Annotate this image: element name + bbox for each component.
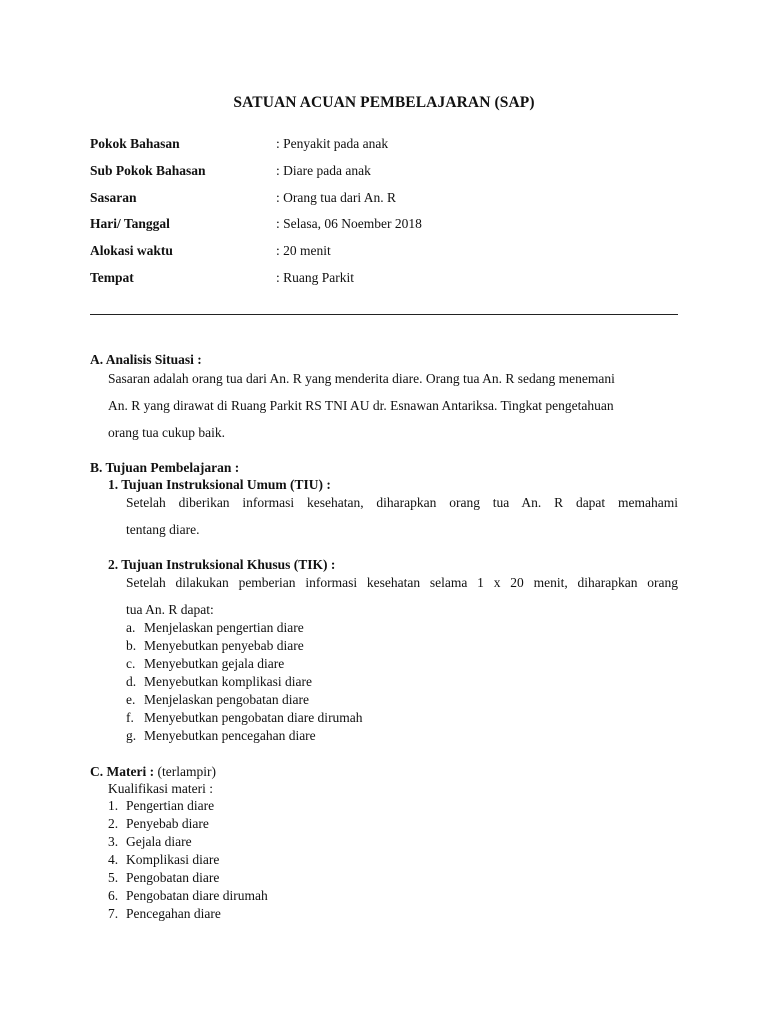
tik-line: tua An. R dapat: — [126, 602, 214, 617]
document-title: SATUAN ACUAN PEMBELAJARAN (SAP) — [233, 94, 535, 111]
list-item — [108, 869, 219, 887]
list-marker: c. — [126, 656, 136, 671]
list-marker: a. — [126, 620, 136, 635]
list-item — [126, 673, 312, 691]
info-value: : Penyakit pada anak — [276, 136, 389, 151]
info-value: : Selasa, 06 Noember 2018 — [276, 216, 422, 231]
tiu-line: Setelah diberikan informasi kesehatan, diharapkan orang tua An. R dapat memahami — [126, 495, 678, 510]
horizontal-divider — [90, 314, 678, 315]
list-item — [108, 851, 219, 869]
list-marker: 3. — [108, 834, 119, 849]
section-a-heading: A. Analisis Situasi : — [90, 352, 202, 367]
list-item — [108, 833, 192, 851]
info-value: : Ruang Parkit — [276, 270, 354, 285]
list-text: Pengertian diare — [126, 798, 215, 813]
section-a-line: orang tua cukup baik. — [108, 425, 225, 440]
info-label: Tempat — [90, 270, 134, 285]
list-text: Komplikasi diare — [126, 852, 220, 867]
section-c-heading: C. Materi : — [90, 764, 155, 779]
list-marker: d. — [126, 674, 137, 689]
list-marker: b. — [126, 638, 137, 653]
tik-heading: 2. Tujuan Instruksional Khusus (TIK) : — [108, 557, 336, 572]
list-item — [108, 905, 221, 923]
info-label: Sub Pokok Bahasan — [90, 163, 206, 178]
list-text: Pencegahan diare — [126, 906, 221, 921]
list-marker: 4. — [108, 852, 119, 867]
list-marker: 2. — [108, 816, 119, 831]
list-text: Menyebutkan pencegahan diare — [144, 728, 316, 743]
list-marker: 5. — [108, 870, 119, 885]
list-marker: 1. — [108, 798, 119, 813]
section-c-heading-row — [90, 763, 216, 781]
list-text: Pengobatan diare — [126, 870, 220, 885]
section-c-subheading: Kualifikasi materi : — [108, 781, 213, 796]
list-marker: e. — [126, 692, 136, 707]
info-label: Sasaran — [90, 190, 137, 205]
tiu-heading: 1. Tujuan Instruksional Umum (TIU) : — [108, 477, 331, 492]
list-text: Menyebutkan penyebab diare — [144, 638, 304, 653]
list-text: Menjelaskan pengobatan diare — [144, 692, 309, 707]
section-c-note: (terlampir) — [154, 764, 216, 779]
section-b-heading: B. Tujuan Pembelajaran : — [90, 460, 240, 475]
list-marker: f. — [126, 710, 134, 725]
list-marker: g. — [126, 728, 137, 743]
info-value: : 20 menit — [276, 243, 331, 258]
list-text: Gejala diare — [126, 834, 192, 849]
list-item — [126, 709, 363, 727]
tiu-line: tentang diare. — [126, 522, 200, 537]
info-value: : Diare pada anak — [276, 163, 371, 178]
list-item — [126, 655, 284, 673]
list-text: Menjelaskan pengertian diare — [144, 620, 304, 635]
list-item — [108, 815, 209, 833]
list-item — [126, 727, 316, 745]
list-marker: 7. — [108, 906, 119, 921]
info-label: Hari/ Tanggal — [90, 216, 170, 231]
list-marker: 6. — [108, 888, 119, 903]
list-text: Menyebutkan pengobatan diare dirumah — [144, 710, 363, 725]
list-item — [108, 797, 214, 815]
section-a-line: Sasaran adalah orang tua dari An. R yang menderita diare. Orang tua An. R sedang menemani — [108, 371, 615, 386]
list-item — [126, 637, 304, 655]
list-text: Menyebutkan komplikasi diare — [144, 674, 312, 689]
list-text: Pengobatan diare dirumah — [126, 888, 268, 903]
tik-line: Setelah dilakukan pemberian informasi kesehatan selama 1 x 20 menit, diharapkan orang — [126, 575, 678, 590]
info-label: Pokok Bahasan — [90, 136, 180, 151]
list-text: Menyebutkan gejala diare — [144, 656, 285, 671]
list-item — [126, 691, 309, 709]
info-label: Alokasi waktu — [90, 243, 173, 258]
list-item — [108, 887, 268, 905]
list-item — [126, 619, 304, 637]
info-value: : Orang tua dari An. R — [276, 190, 396, 205]
list-text: Penyebab diare — [126, 816, 209, 831]
section-a-line: An. R yang dirawat di Ruang Parkit RS TNI AU dr. Esnawan Antariksa. Tingkat pengetahuan — [108, 398, 614, 413]
